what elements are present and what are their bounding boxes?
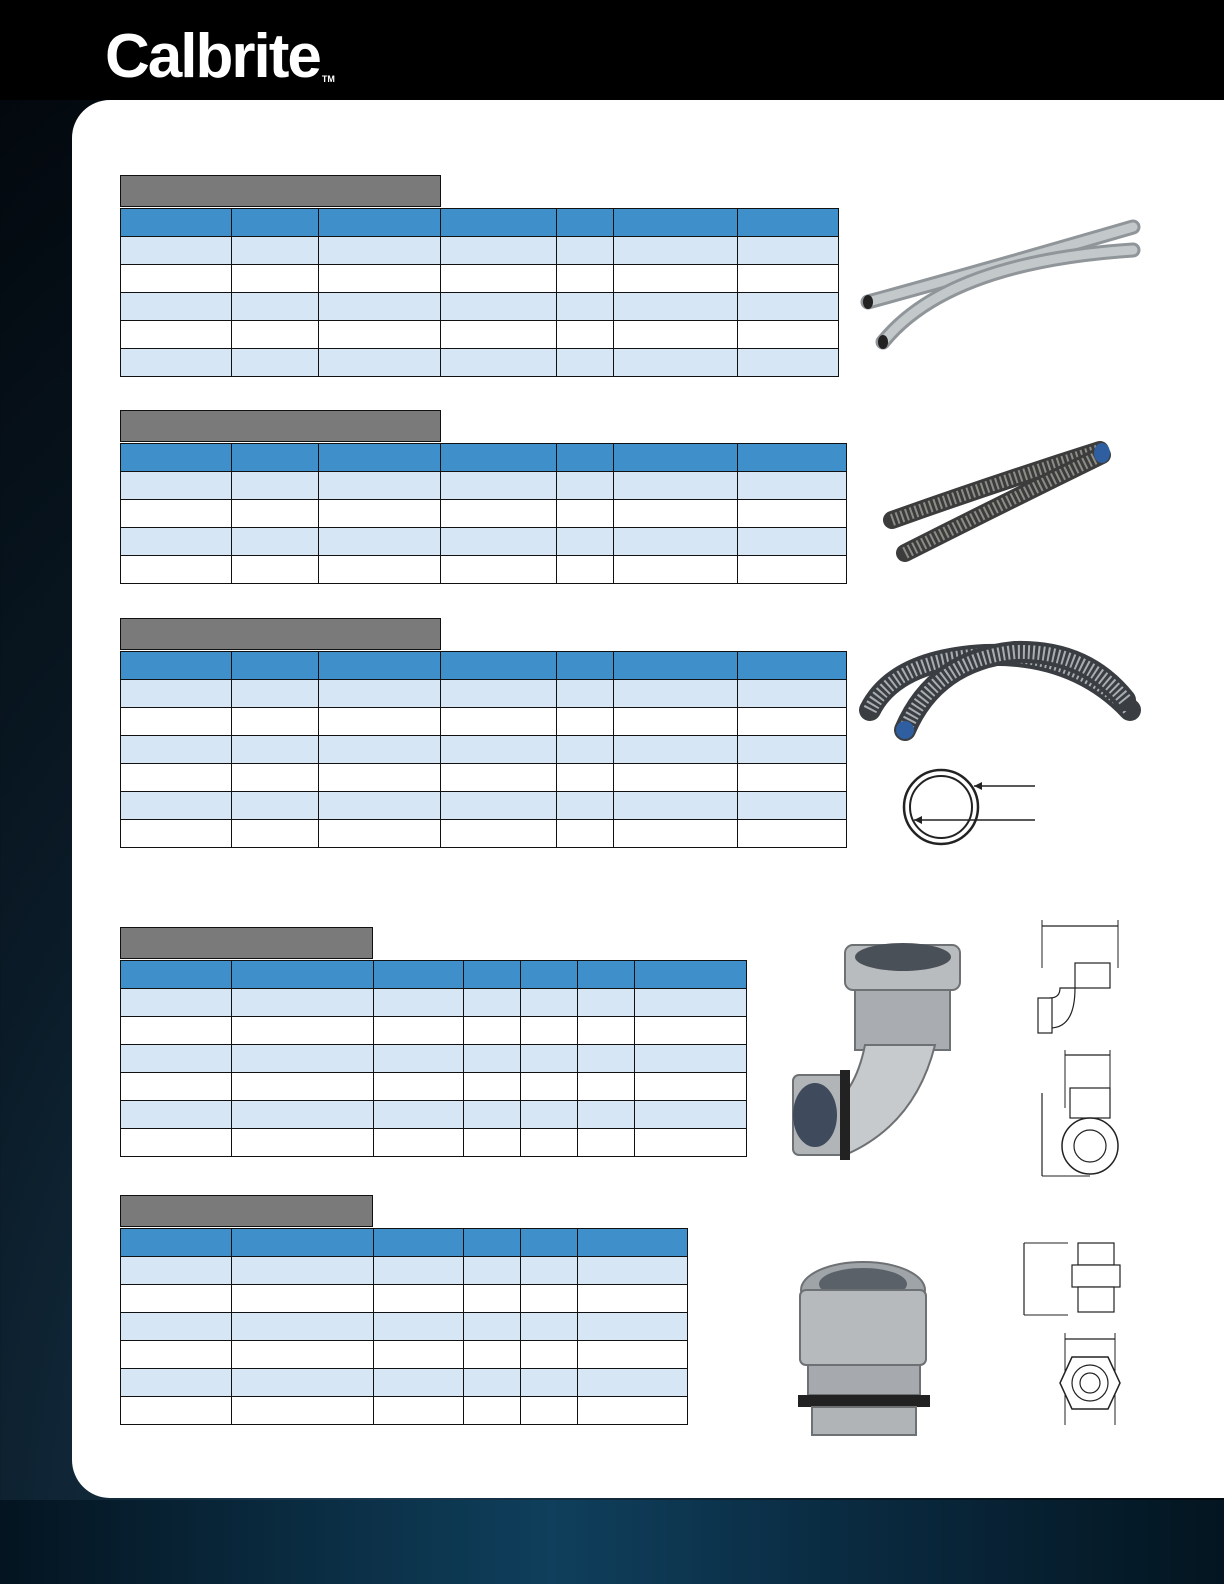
table-row <box>121 1397 688 1425</box>
spec-table-5 <box>120 1228 688 1425</box>
spec-table-2 <box>120 443 847 584</box>
conduit-gray-image <box>858 212 1148 352</box>
table-row <box>121 472 847 500</box>
elbow-fitting-image <box>785 935 985 1175</box>
ring-diagram <box>900 765 1040 850</box>
table-row <box>121 989 747 1017</box>
table-row <box>121 1369 688 1397</box>
table-row <box>121 736 847 764</box>
table-row <box>121 820 847 848</box>
category-bar-4 <box>120 927 373 959</box>
table-row <box>121 349 839 377</box>
table-header-row <box>121 444 847 472</box>
spec-table-3 <box>120 651 847 848</box>
spec-table-4 <box>120 960 747 1157</box>
table-header-row <box>121 209 839 237</box>
table-row <box>121 556 847 584</box>
table-row <box>121 237 839 265</box>
table-row <box>121 1129 747 1157</box>
conduit-braided-image <box>880 435 1120 575</box>
category-bar-2 <box>120 410 441 442</box>
table-header-row <box>121 961 747 989</box>
table-row <box>121 265 839 293</box>
table-header-row <box>121 652 847 680</box>
table-row <box>121 680 847 708</box>
table-row <box>121 1045 747 1073</box>
bottom-art <box>0 1500 1224 1584</box>
table-row <box>121 321 839 349</box>
table-row <box>121 1341 688 1369</box>
category-bar-3 <box>120 618 441 650</box>
table-row <box>121 500 847 528</box>
table-row <box>121 1257 688 1285</box>
table-row <box>121 528 847 556</box>
elbow-dimension-drawing <box>1030 918 1130 1180</box>
table-row <box>121 293 839 321</box>
table-row <box>121 1073 747 1101</box>
straight-dimension-drawing <box>1020 1235 1130 1435</box>
category-bar-5 <box>120 1195 373 1227</box>
calbrite-logo: Calbrite ™ <box>105 22 335 91</box>
table-row <box>121 1285 688 1313</box>
table-row <box>121 1017 747 1045</box>
table-row <box>121 1101 747 1129</box>
straight-fitting-image <box>790 1250 940 1440</box>
table-row <box>121 708 847 736</box>
table-row <box>121 764 847 792</box>
spec-table-1 <box>120 208 839 377</box>
table-row <box>121 1313 688 1341</box>
table-row <box>121 792 847 820</box>
conduit-flex-image <box>855 630 1145 745</box>
table-header-row <box>121 1229 688 1257</box>
category-bar-1 <box>120 175 441 207</box>
